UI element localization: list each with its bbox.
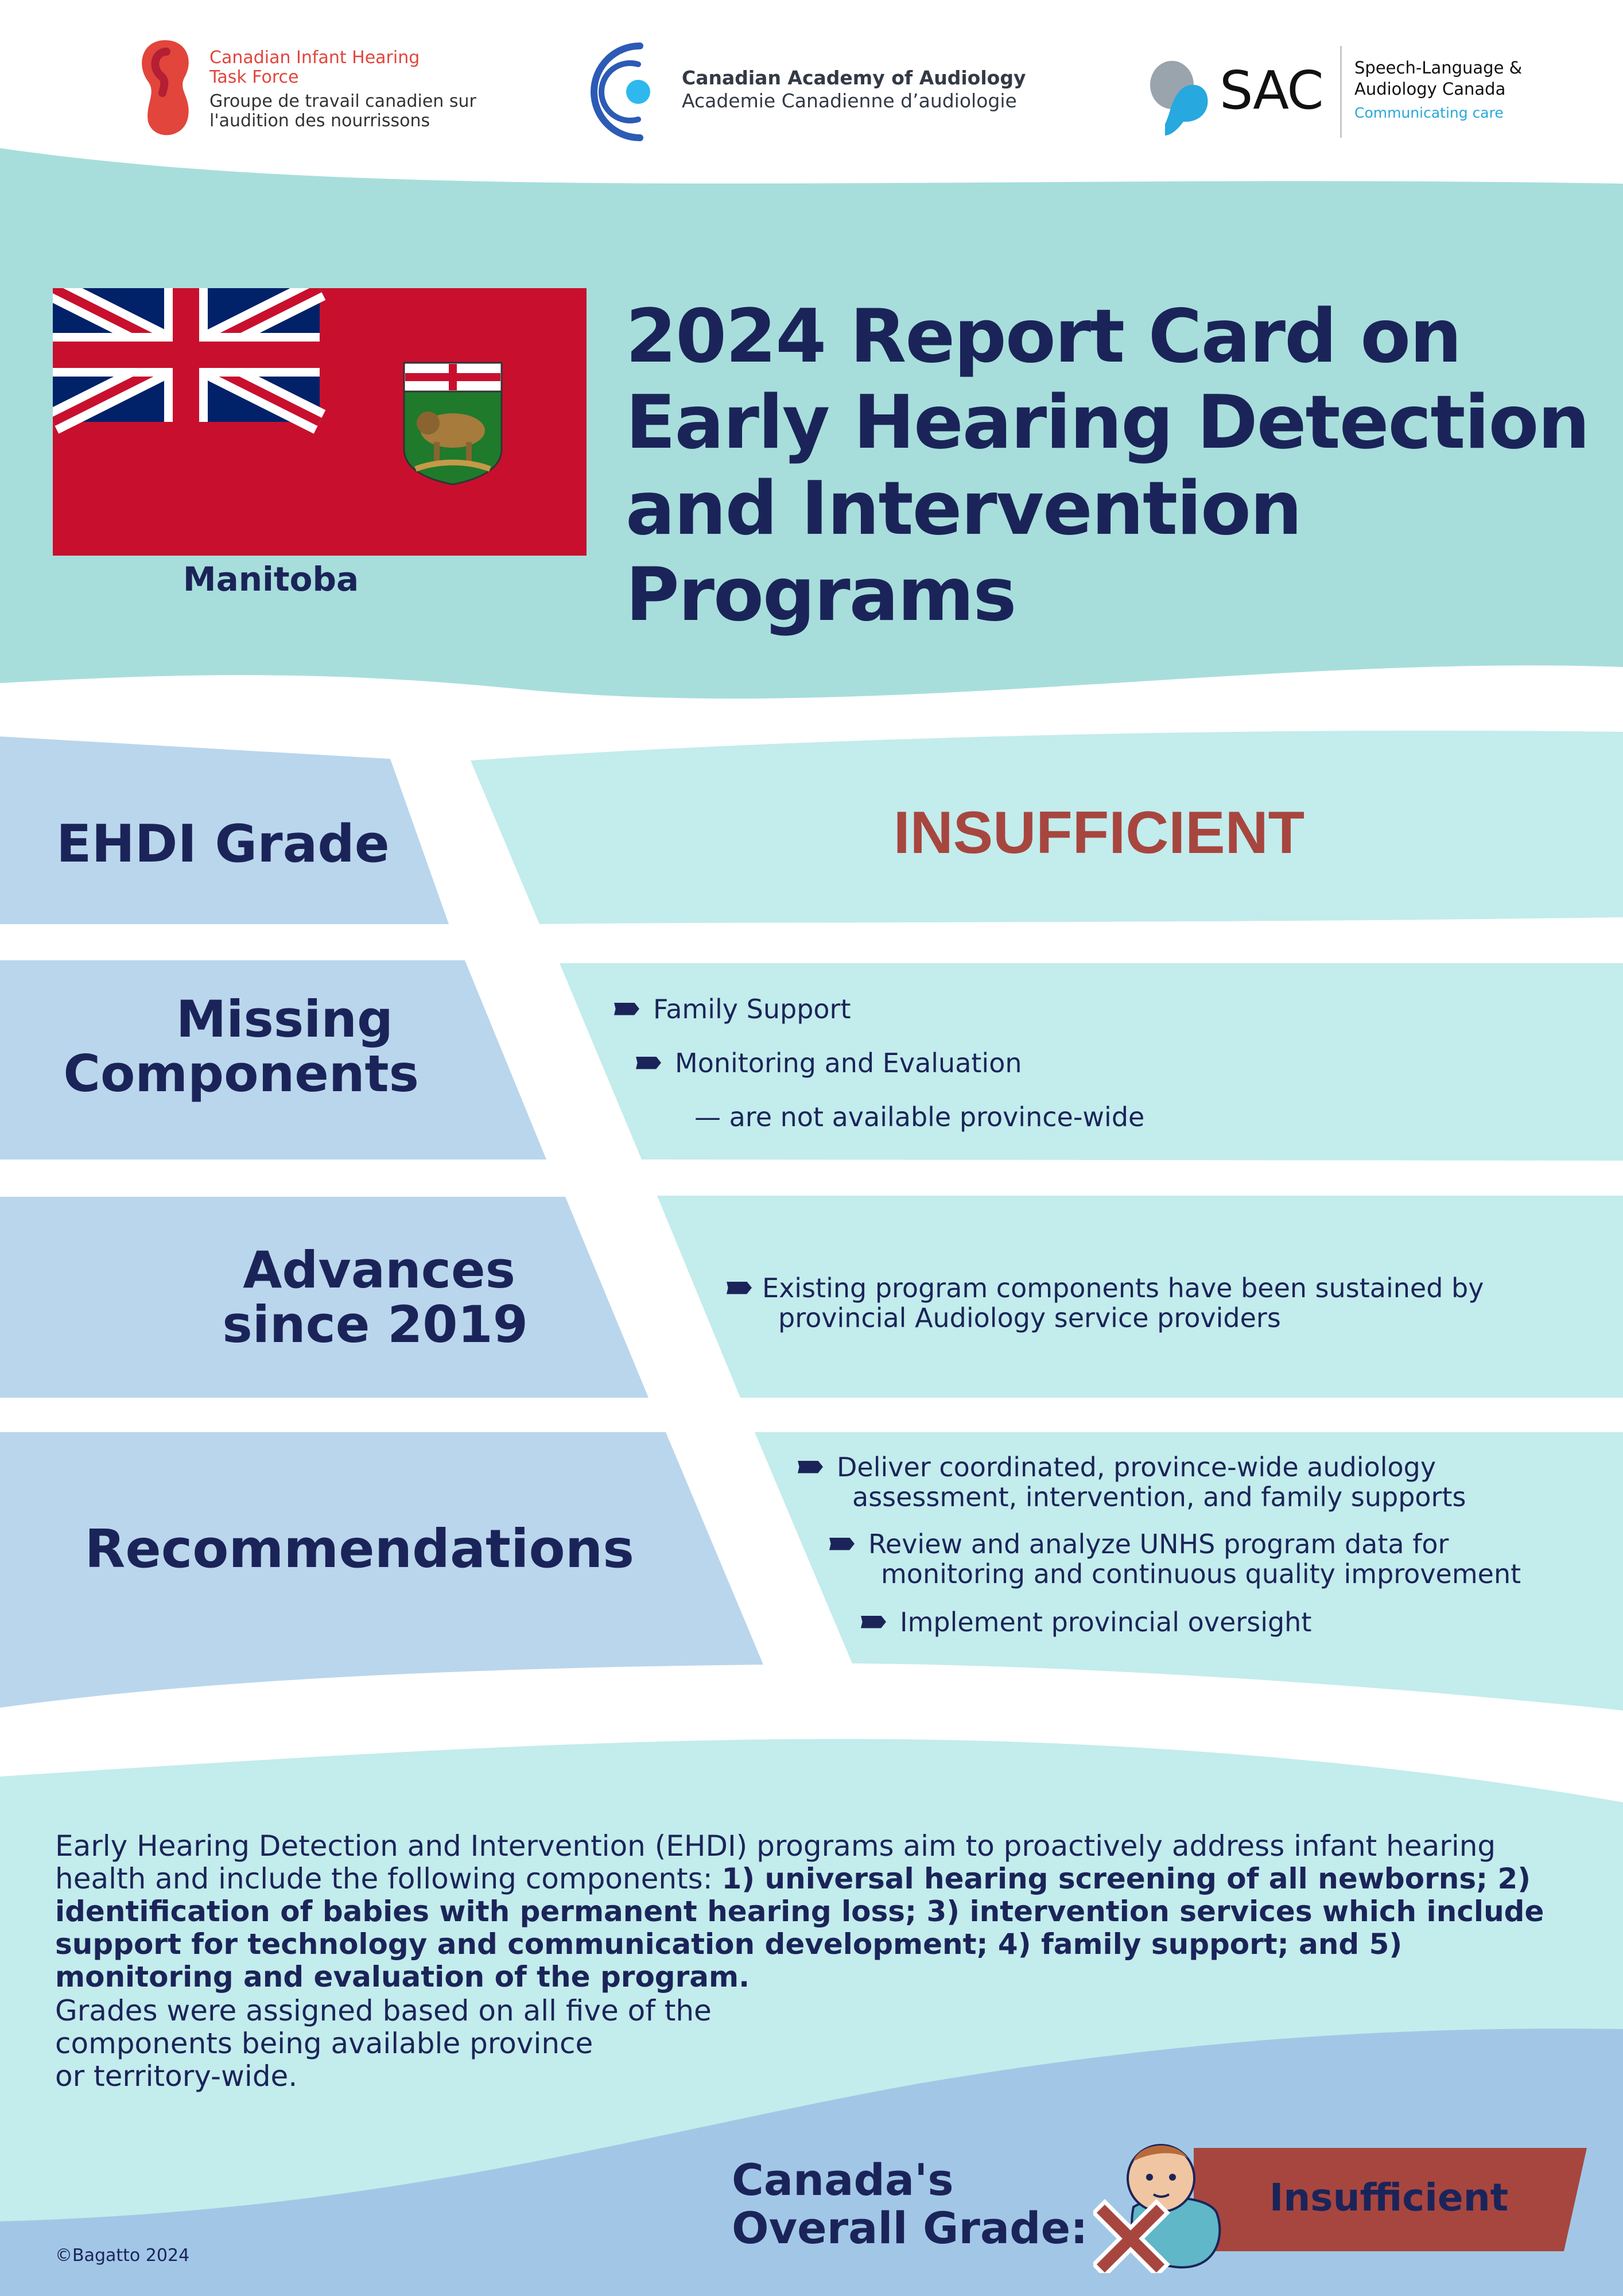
missing-label [0,992,419,1101]
sac-tagline: Communicating care [1354,104,1504,121]
advances-label-line-2: since 2019 [222,1295,528,1354]
advances-label [0,1240,528,1354]
province-label: Manitoba [183,560,359,599]
recommendations-label: Recommendations [84,1518,634,1580]
bullet-icon [798,1461,823,1473]
cifhtf-name-en-2: Task Force [209,67,299,87]
caa-logo[interactable] [585,39,1045,148]
grading-note: Grades were assigned based on all five of the components being available province or territory-wide. [55,1994,712,2093]
recommendation-item-3: Implement provincial oversight [861,1607,1311,1637]
caa-name-en: Canadian Academy of Audiology [682,67,1026,89]
caa-c-icon [585,39,660,145]
grade-label: EHDI Grade [56,814,390,874]
title-line-3: and Intervention Programs [626,466,1302,638]
advances-item: Existing program components have been sustained by provincial Audiology service providers [727,1273,1484,1333]
sac-name-1: Speech-Language & [1354,58,1523,77]
bullet-icon [727,1282,752,1294]
copyright: ©Bagatto 2024 [55,2245,190,2266]
page-title [626,294,1613,638]
manitoba-flag [53,288,587,556]
advances-label-line-1: Advances [243,1240,515,1300]
bullet-icon [636,1057,661,1069]
overall-grade-label: Canada's Overall Grade: [732,2154,1088,2254]
recommendation-item-2: Review and analyze UNHS program data for monitoring and continuous quality improvement [829,1529,1521,1589]
ear-icon [131,36,200,142]
speech-bubble-icon [1148,55,1211,141]
caa-name-fr: Academie Canadienne d’audiologie [682,90,1017,112]
missing-item-1: Family Support [614,994,851,1024]
missing-note: — are not available province-wide [694,1102,1145,1133]
missing-item-2: Monitoring and Evaluation [636,1048,1022,1078]
recommendation-item-1: Deliver coordinated, province-wide audiology assessment, intervention, and family supports [798,1452,1466,1512]
sac-divider [1340,46,1342,138]
missing-label-line-1: Missing [176,990,393,1049]
grade-value: INSUFFICIENT [893,800,1305,866]
cifhtf-name-fr-1: Groupe de travail canadien sur [209,91,476,111]
bullet-icon [861,1616,886,1628]
manitoba-shield [404,363,502,484]
cifhtf-logo[interactable] [131,36,475,145]
missing-label-line-2: Components [63,1044,419,1103]
sac-abbr: SAC [1220,60,1323,121]
baby-icon [1093,2132,1237,2273]
cifhtf-name-fr-2: l'audition des nourrissons [209,111,430,131]
title-line-2: Early Hearing Detection [626,380,1589,466]
ehdi-description: Early Hearing Detection and Intervention (EHDI) programs aim to proactively address infant hearing health and include the following components: 1) universal hearing screening of all newborns; 2) identification of babies with permanent hearing loss; 3) intervention services which include support for technology and communication development; 4) family support; and 5) monitoring and evaluation of the program. [55,1829,1544,1994]
overall-grade-value: Insufficient [1269,2175,1509,2220]
title-line-1: 2024 Report Card on [626,294,1461,379]
sac-logo[interactable] [1148,45,1584,142]
cifhtf-name-en-1: Canadian Infant Hearing [209,48,420,68]
sac-name-2: Audiology Canada [1354,79,1506,99]
bullet-icon [614,1003,639,1015]
bullet-icon [829,1538,855,1550]
